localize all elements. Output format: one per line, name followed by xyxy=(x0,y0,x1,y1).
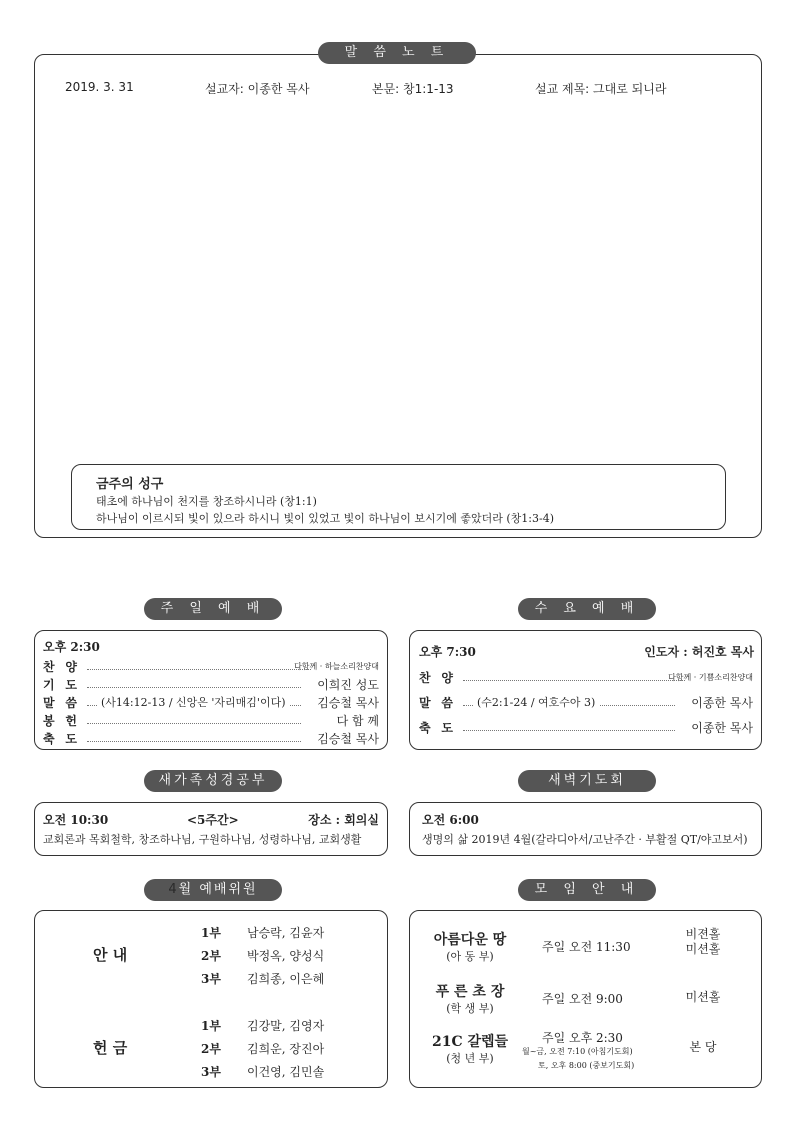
offering-names: 김강말, 김영자 xyxy=(247,1019,325,1033)
sunday-row-label: 기 도 xyxy=(43,678,77,692)
sunday-row-label: 봉 헌 xyxy=(43,714,77,728)
meeting-time: 주일 오전 9:00 xyxy=(542,992,623,1006)
meeting-name: 푸 른 초 장 xyxy=(435,984,505,1000)
meeting-time: 주일 오전 11:30 xyxy=(542,940,631,954)
sunday-row-label: 축 도 xyxy=(43,732,77,746)
meeting-dept: (청 년 부) xyxy=(446,1052,494,1065)
meeting-name: 21C 갈렙들 xyxy=(432,1034,509,1050)
meetings-box xyxy=(409,910,762,1088)
guide-names: 김희종, 이은혜 xyxy=(247,972,325,986)
family-study-title: 새가족성경공부 xyxy=(144,770,282,792)
meeting-place: 미션홀 xyxy=(685,990,721,1004)
wednesday-row-value: 이종한 목사 xyxy=(691,721,753,735)
sunday-row-leader xyxy=(87,741,301,742)
offering-names: 이건영, 김민솔 xyxy=(247,1065,325,1079)
wednesday-row-leader xyxy=(463,680,685,681)
family-study-topics: 교회론과 목회철학, 창조하나님, 구원하나님, 성령하나님, 교회생활 xyxy=(43,833,362,846)
sunday-time: 오후 2:30 xyxy=(43,640,100,654)
wednesday-service-title: 수 요 예 배 xyxy=(518,598,656,620)
meeting-name: 아름다운 땅 xyxy=(433,932,507,948)
guide-part: 2부 xyxy=(201,949,221,963)
guide-label: 안 내 xyxy=(93,946,128,964)
family-study-time: 오전 10:30 xyxy=(43,813,109,827)
family-study-weeks: <5주간> xyxy=(187,813,239,827)
committee-title-text: 월 예배위원 xyxy=(178,882,258,897)
wednesday-row-label: 말 씀 xyxy=(419,696,453,710)
meeting-time-detail: 토, 오후 8:00 (중보기도회) xyxy=(538,1061,635,1070)
sunday-row-leader xyxy=(87,723,301,724)
sunday-row-value: 김승철 목사 xyxy=(317,732,379,746)
sunday-row-label: 말 씀 xyxy=(43,696,77,710)
guide-part: 3부 xyxy=(201,972,221,986)
guide-part: 1부 xyxy=(201,926,221,940)
sermon-note-box xyxy=(34,54,762,538)
sermon-preacher: 설교자: 이종한 목사 xyxy=(205,82,310,96)
wednesday-row-value: 다함께 · 기쁨소리찬양대 xyxy=(668,673,753,682)
sermon-title: 설교 제목: 그대로 되니라 xyxy=(535,82,667,96)
sunday-service-box xyxy=(34,630,388,750)
sunday-row-detail: (사14:12-13 / 신앙은 '자리매김'이다) xyxy=(97,694,290,710)
meeting-place: 비젼홀 미션홀 xyxy=(685,927,721,956)
meeting-time-detail: 월~금, 오전 7:10 (아침기도회) xyxy=(522,1047,633,1056)
weekly-verse-line-1: 태초에 하나님이 천지를 창조하시니라 (창1:1) xyxy=(96,495,317,508)
wednesday-row-value: 이종한 목사 xyxy=(691,696,753,710)
family-study-place: 장소 : 회의실 xyxy=(308,813,379,827)
offering-part: 2부 xyxy=(201,1042,221,1056)
committee-box xyxy=(34,910,388,1088)
wednesday-row-label: 찬 양 xyxy=(419,671,453,685)
offering-part: 3부 xyxy=(201,1065,221,1079)
weekly-verse-line-2: 하나님이 이르시되 빛이 있으라 하시니 빛이 있었고 빛이 하나님이 보시기에 좋았더라 (창1:3-4) xyxy=(96,512,554,525)
sermon-note-title: 말 씀 노 트 xyxy=(318,42,476,64)
dawn-time: 오전 6:00 xyxy=(422,813,479,827)
dawn-prayer-title: 새벽기도회 xyxy=(518,770,656,792)
wednesday-row-label: 축 도 xyxy=(419,721,453,735)
dawn-desc: 생명의 삶 2019년 4월(갈라디아서/고난주간 · 부활절 QT/야고보서) xyxy=(422,833,748,846)
sunday-row-leader xyxy=(87,687,301,688)
family-study-box xyxy=(34,802,388,856)
wednesday-leader: 인도자 : 허진호 목사 xyxy=(644,645,754,659)
meeting-dept: (아 동 부) xyxy=(446,950,494,963)
wednesday-row-leader xyxy=(463,730,675,731)
weekly-verse-box xyxy=(71,464,726,530)
weekly-verse-heading: 금주의 성구 xyxy=(96,477,164,492)
guide-names: 박정옥, 양성식 xyxy=(247,949,325,963)
guide-names: 남승락, 김윤자 xyxy=(247,926,325,940)
wednesday-time: 오후 7:30 xyxy=(419,645,476,659)
offering-label: 헌 금 xyxy=(93,1039,128,1057)
committee-title xyxy=(144,879,282,901)
sunday-service-title: 주 일 예 배 xyxy=(144,598,282,620)
meetings-title: 모 임 안 내 xyxy=(518,879,656,901)
committee-month: 4 xyxy=(168,882,179,897)
wednesday-service-box xyxy=(409,630,762,750)
sunday-row-value: 김승철 목사 xyxy=(317,696,379,710)
meeting-dept: (학 생 부) xyxy=(446,1002,494,1015)
dawn-prayer-box xyxy=(409,802,762,856)
sunday-row-label: 찬 양 xyxy=(43,660,77,674)
sermon-date: 2019. 3. 31 xyxy=(65,80,134,94)
offering-names: 김희운, 장진아 xyxy=(247,1042,325,1056)
sermon-passage: 본문: 창1:1-13 xyxy=(372,82,454,96)
offering-part: 1부 xyxy=(201,1019,221,1033)
sunday-row-leader xyxy=(87,669,311,670)
sunday-row-value: 다 함 께 xyxy=(336,714,379,728)
meeting-place: 본 당 xyxy=(689,1040,717,1054)
sunday-row-value: 다함께 · 하늘소리찬양대 xyxy=(294,662,379,671)
wednesday-row-detail: (수2:1-24 / 여호수아 3) xyxy=(473,694,599,710)
meeting-time: 주일 오후 2:30 xyxy=(542,1031,623,1045)
sunday-row-value: 이희진 성도 xyxy=(317,678,379,692)
